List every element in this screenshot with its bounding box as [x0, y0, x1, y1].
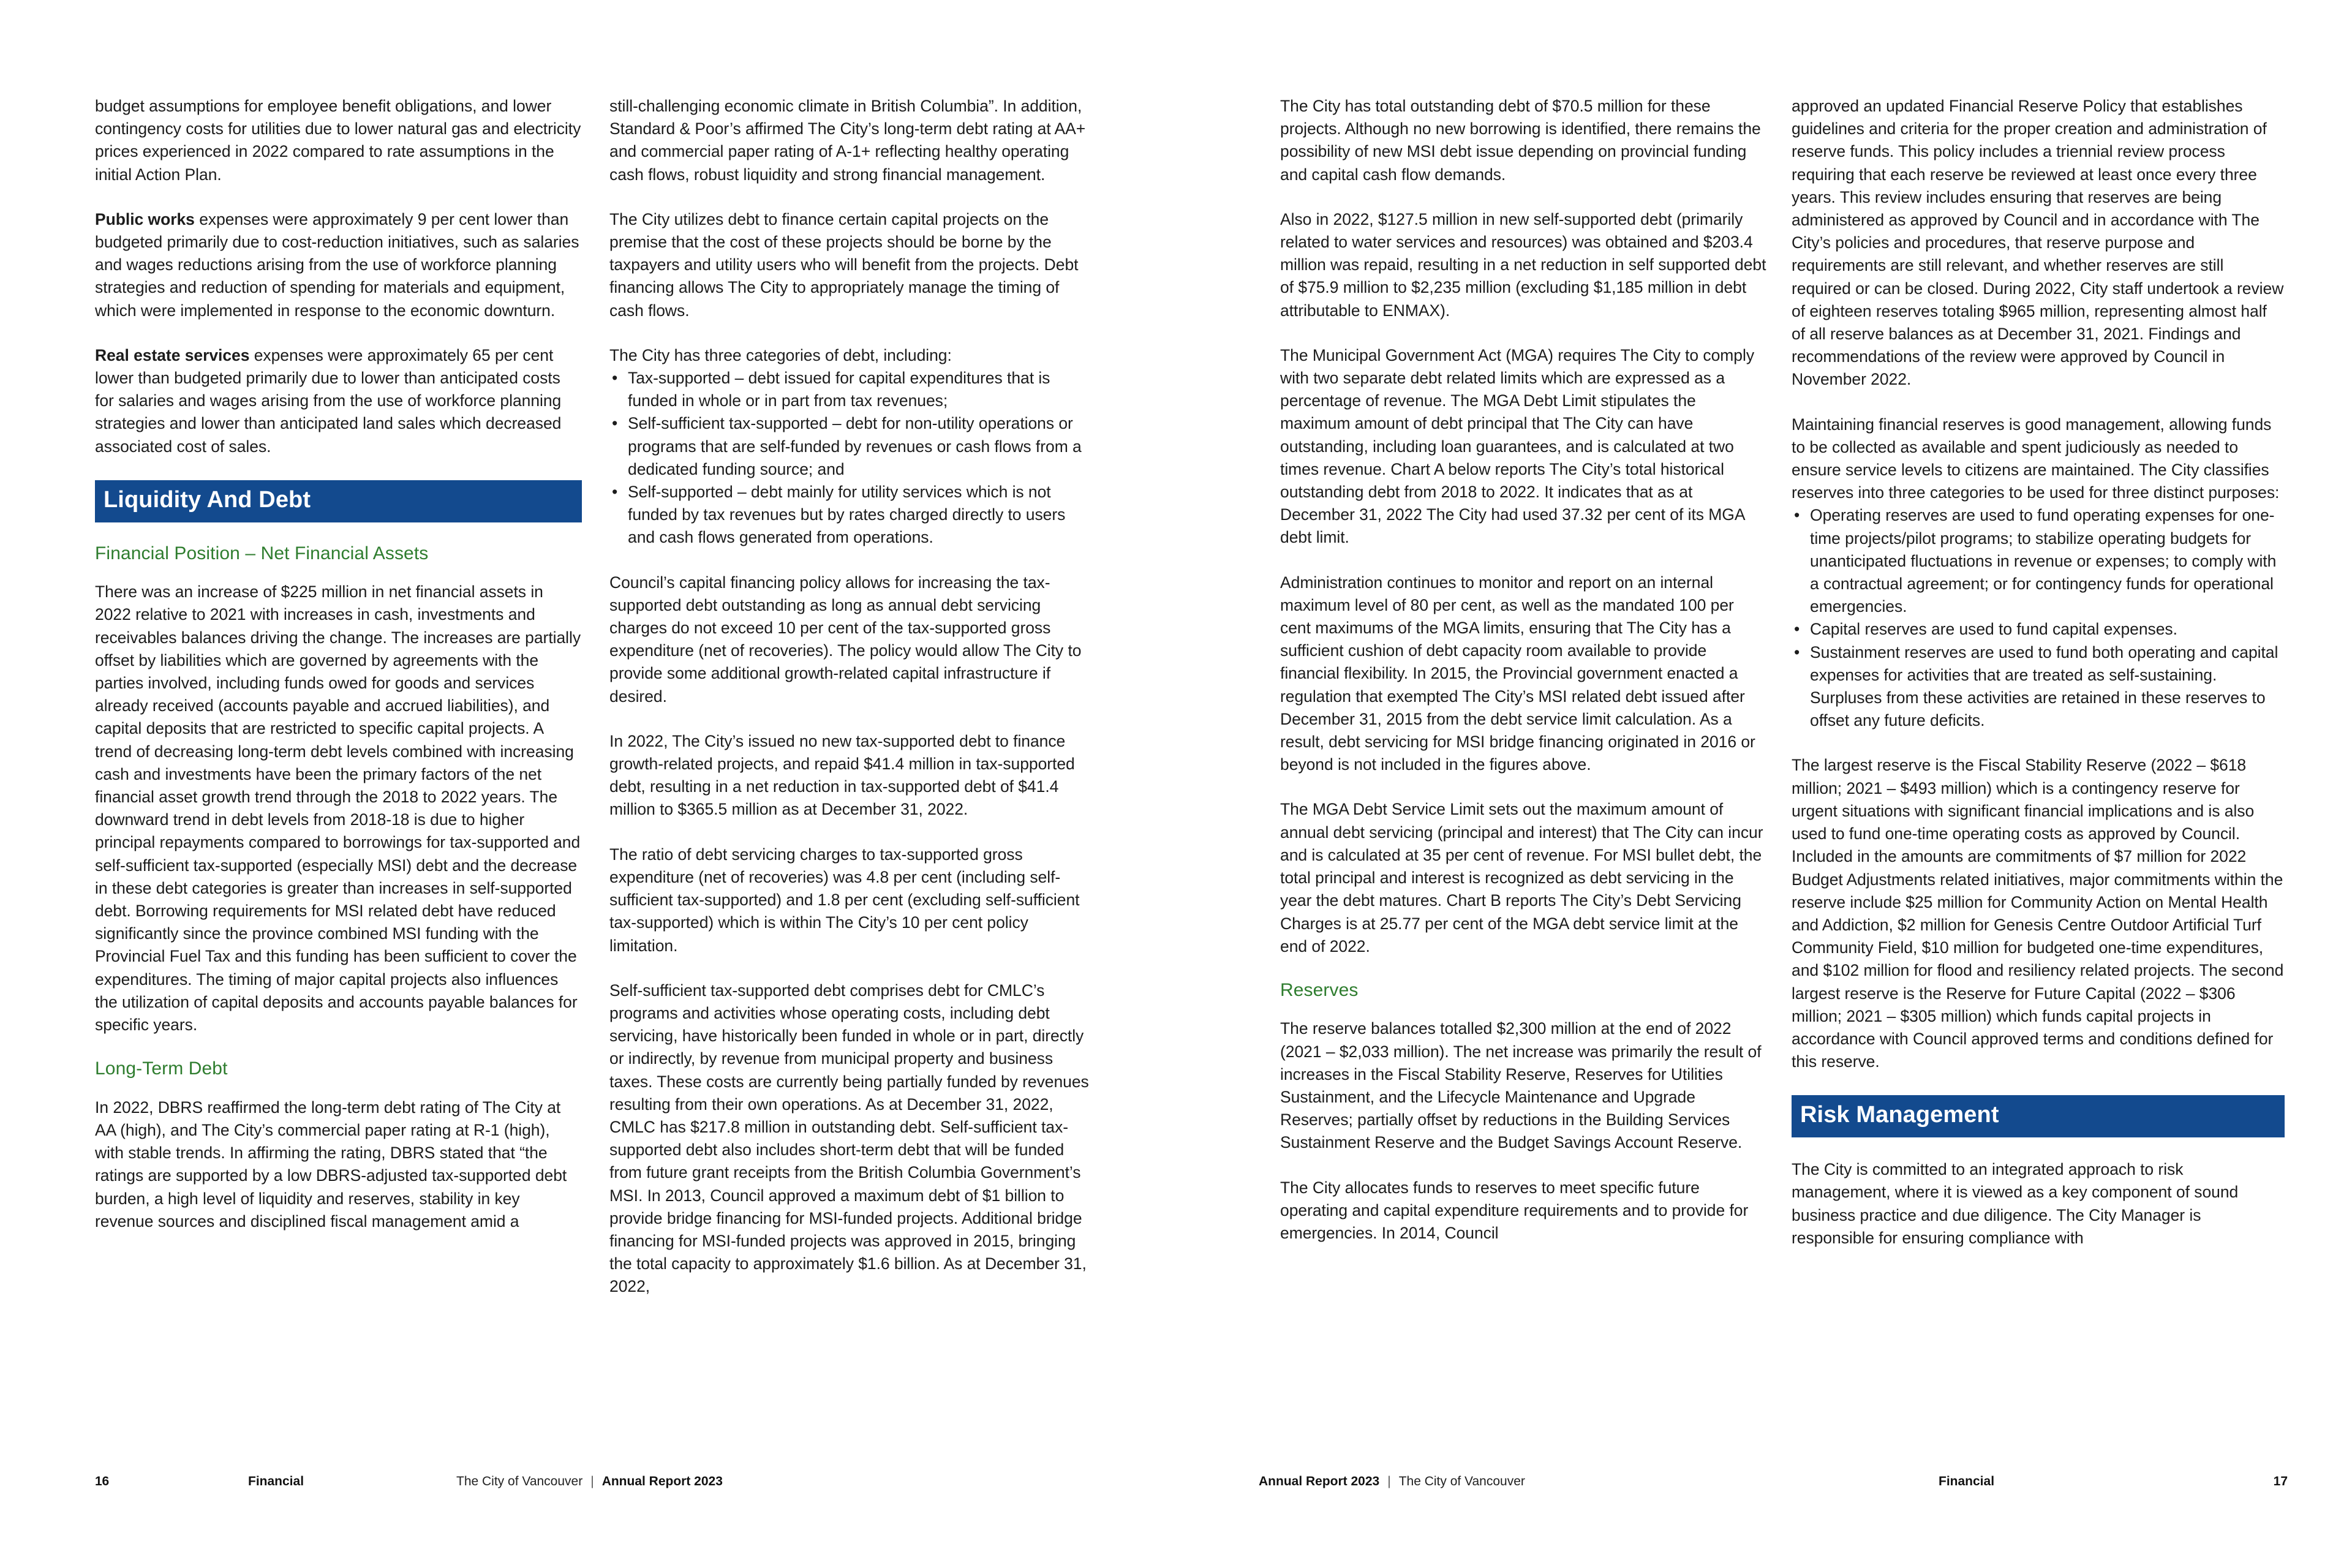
list-item: • Sustainment reserves are used to fund both operating and capital expenses for activities that are treated as self-sustaining. Surpluses from these activities are retained in these reserves to offset any future deficits. — [1792, 641, 2285, 733]
footer-publisher-left: The City of Vancouver — [456, 1474, 583, 1488]
text-column-3 — [1280, 95, 1767, 1245]
paragraph: There was an increase of $225 million in net financial assets in 2022 relative to 2021 with increases in cash, investments and receivables balances driving the change. The increases are partially offset by liabilities which are governed by agreements with the parties involved, including funds owed for goods and services already received (accounts payable and accrued liabilities), and capital deposits that are restricted to specific capital projects. A trend of decreasing long-term debt levels combined with increasing cash and investments have been the primary factors of the net financial asset growth trend through the 2018 to 2022 years. The downward trend in debt levels from 2018-18 is due to higher principal repayments compared to borrowings for tax-supported and self-sufficient tax-supported (especially MSI) debt and the decrease in these debt categories is greater than increases in self-supported debt. Borrowing requirements for MSI related debt have reduced significantly since the province combined MSI funding with the Provincial Fuel Tax and this funding has been sufficient to cover the expenditures. The timing of major capital projects also influences the utilization of capital deposits and accounts payable balances for specific years. — [95, 582, 581, 1035]
text-column-2 — [609, 95, 1096, 1298]
footer-publisher-right: The City of Vancouver — [1398, 1474, 1525, 1488]
paragraph: The City utilizes debt to finance certain capital projects on the premise that the cost of these projects should be borne by the taxpayers and utility users who will benefit from the projects. Debt financing allows The City to appropriately manage the timing of cash flows. — [609, 209, 1079, 320]
subheading-long-term-debt: Long-Term Debt — [95, 1058, 228, 1079]
paragraph: The City has total outstanding debt of $70.5 million for these projects. Although no new borrowing is identified, there remains the possibility of new MSI debt issue depending on provincial funding and capital cash flow demands. — [1280, 97, 1761, 184]
paragraph: The Municipal Government Act (MGA) requires The City to comply with two separate debt related limits which are expressed as a percentage of revenue. The MGA Debt Limit stipulates the maximum amount of debt principal that The City can have outstanding, including loan guarantees, and is calculated at two times revenue. Chart A below reports The City’s total historical outstanding debt from 2018 to 2022. It indicates that as at December 31, 2022 The City had used 37.32 per cent of its MGA debt limit. — [1280, 345, 1755, 547]
paragraph: In 2022, DBRS reaffirmed the long-term debt rating of The City at AA (high), and The City’s commercial paper rating at R-1 (high), with stable trends. In affirming the rating, DBRS stated that “the ratings are supported by a low DBRS-adjusted tax-supported debt burden, a high level of liquidity and reserves, stability in key revenue sources and disciplined fiscal management amid a — [95, 1098, 567, 1231]
footer-publisher-group-right — [1259, 1472, 1939, 1491]
paragraph: Administration continues to monitor and report on an internal maximum level of 80 per cent, as well as the mandated 100 per cent maximums of the MGA limits, ensuring that The City has a sufficient cushion of debt capacity room available to provide financial flexibility. In 2015, the Provincial government enacted a regulation that exempted The City’s MSI related debt issued after December 31, 2015 from the debt service limit calculation. As a result, debt servicing for MSI bridge financing originated in 2016 or beyond is not included in the figures above. — [1280, 573, 1755, 774]
paragraph: Council’s capital financing policy allows for increasing the tax-supported debt outstanding as long as annual debt servicing charges do not exceed 10 per cent of the tax-supported gross expenditure (net of recoveries). The policy would allow The City to provide some additional growth-related capital infrastructure if desired. — [609, 573, 1082, 706]
list-item: • Self-sufficient tax-supported – debt for non-utility operations or programs that are self-funded by revenues or cash flows from a dedicated funding source; and — [609, 412, 1096, 481]
paragraph: The MGA Debt Service Limit sets out the maximum amount of annual debt servicing (principal and interest) that The City can incur and is calculated at 35 per cent of revenue. For MSI bullet debt, the total principal and interest is recognized as debt servicing in the year the debt matures. Chart B reports The City’s Debt Servicing Charges is at 25.77 per cent of the MGA debt service limit at the end of 2022. — [1280, 800, 1763, 956]
subheading-reserves: Reserves — [1280, 979, 1359, 1000]
list-item: • Operating reserves are used to fund operating expenses for one-time projects/pilot programs; to stabilize operating budgets for unanticipated fluctuations in revenue or expenses; to comply with a contractual agreement; or for contingency funds for operational emergencies. — [1792, 504, 2285, 618]
paragraph: approved an updated Financial Reserve Policy that establishes guidelines and criteria for the proper creation and administration of reserve funds. This policy includes a triennial review process requiring that each reserve be reviewed at least once every three years. This review includes ensuring that reserves are being administered as approved by Council and in accordance with The City’s policies and procedures, that reserve purpose and requirements are still relevant, and whether reserves are still required or can be closed. During 2022, City staff undertook a review of eighteen reserves totaling $965 million, representing almost half of all reserve balances as at December 31, 2021. Findings and recommendations of the review were approved by Council in November 2022. — [1792, 97, 2284, 389]
section-banner-liquidity-and-debt: Liquidity And Debt — [95, 480, 582, 522]
footer-report-right: Annual Report 2023 — [1259, 1474, 1380, 1488]
reserve-categories-list — [1792, 504, 2285, 732]
text-column-4 — [1792, 95, 2285, 1250]
footer-section-right: Financial — [1939, 1474, 1995, 1488]
paragraph-body: expenses were approximately 9 per cent lower than budgeted primarily due to cost-reduction initiatives, such as salaries and wages reductions arising from the use of workforce planning strategies and reduction of spending for materials and equipment, which were implemented in response to the economic downturn. — [95, 209, 579, 320]
footer-separator-left: | — [590, 1474, 594, 1488]
paragraph: The largest reserve is the Fiscal Stability Reserve (2022 – $618 million; 2021 – $493 million) which is a contingency reserve for urgent situations with significant financial implications and is also used to fund one-time operating costs as approved by Council. Included in the amounts are commitments of $7 million for 2022 Budget Adjustments related initiatives, major commitments within the reserve include $25 million for Community Action on Mental Health and Addiction, $2 million for Genesis Centre Outdoor Artificial Turf Community Field, $10 million for budgeted one-time expenditures, and $102 million for flood and resiliency related projects. The second largest reserve is the Reserve for Future Capital (2022 – $306 million; 2021 – $305 million) which funds capital projects in accordance with Council approved terms and conditions defined for this reserve. — [1792, 756, 2284, 1071]
paragraph: Also in 2022, $127.5 million in new self-supported debt (primarily related to water services and resources) was obtained and $203.4 million was repaid, resulting in a net reduction in self supported debt of $75.9 million to $2,235 million (excluding $1,185 million in debt attributable to ENMAX). — [1280, 209, 1766, 320]
paragraph: still-challenging economic climate in British Columbia”. In addition, Standard & Poor’s affirmed The City’s long-term debt rating at AA+ and commercial paper rating of A-1+ reflecting healthy operating cash flows, robust liquidity and strong financial management. — [609, 97, 1086, 184]
footer-publisher-group-left — [456, 1472, 1136, 1491]
list-item: • Self-supported – debt mainly for utility services which is not funded by tax revenues but by rates charged directly to users and cash flows generated from operations. — [609, 481, 1096, 549]
paragraph: The ratio of debt servicing charges to tax-supported gross expenditure (net of recoveries) was 4.8 per cent (including self-sufficient tax-supported) and 1.8 per cent (excluding self-sufficient tax-supported) which is within The City’s 10 per cent policy limitation. — [609, 845, 1080, 955]
paragraph: budget assumptions for employee benefit obligations, and lower contingency costs for utilities due to lower natural gas and electricity prices experienced in 2022 compared to rate assumptions in the initial Action Plan. — [95, 97, 581, 184]
list-item: • Tax-supported – debt issued for capital expenditures that is funded in whole or in part from tax revenues; — [609, 367, 1096, 412]
footer-separator-right: | — [1387, 1474, 1391, 1488]
footer-section-left: Financial — [248, 1474, 304, 1488]
subheading-financial-position: Financial Position – Net Financial Assets — [95, 543, 429, 564]
footer-left-page — [95, 1472, 1136, 1491]
text-column-1 — [95, 95, 582, 1233]
footer-report-left: Annual Report 2023 — [601, 1474, 723, 1488]
page-number-right: 17 — [2273, 1474, 2288, 1488]
paragraph: Maintaining financial reserves is good management, allowing funds to be collected as available and spent judiciously as needed to ensure service levels to citizens are maintained. The City classifies reserves into three categories to be used for three distinct purposes: — [1792, 415, 2280, 502]
paragraph: The City allocates funds to reserves to meet specific future operating and capital expenditure requirements and to provide for emergencies. In 2014, Council — [1280, 1178, 1749, 1243]
paragraph: The reserve balances totalled $2,300 million at the end of 2022 (2021 – $2,033 million). The net increase was primarily the result of increases in the Fiscal Stability Reserve, Reserves for Utilities Sustainment, and the Lifecycle Maintenance and Upgrade Reserves; partially offset by reductions in the Building Services Sustainment Reserve and the Budget Savings Account Reserve. — [1280, 1019, 1762, 1152]
paragraph: The City is committed to an integrated approach to risk management, where it is viewed as a key component of sound business practice and due diligence. The City Manager is responsible for ensuring compliance with — [1792, 1160, 2239, 1247]
debt-categories-list — [609, 367, 1096, 549]
paragraph: Self-sufficient tax-supported debt comprises debt for CMLC’s programs and activities whose operating costs, including debt servicing, have historically been funded in whole or in part, directly or indirectly, by revenue from municipal property and business taxes. These costs are currently being partially funded by revenues resulting from their own operations. As at December 31, 2022, CMLC has $217.8 million in outstanding debt. Self-sufficient tax-supported debt also includes short-term debt that will be funded from future grant receipts from the British Columbia Government’s MSI. In 2013, Council approved a maximum debt of $1 billion to provide bridge financing for MSI-funded projects. Additional bridge financing for MSI-funded projects was approved in 2015, bringing the total capacity to approximately $1.6 billion. As at December 31, 2022, — [609, 981, 1089, 1296]
section-banner-risk-management: Risk Management — [1792, 1095, 2285, 1137]
list-item: • Capital reserves are used to fund capital expenses. — [1792, 618, 2285, 641]
paragraph — [95, 208, 582, 322]
paragraph: The City has three categories of debt, including: — [609, 345, 952, 364]
page-number-left: 16 — [95, 1474, 109, 1488]
paragraph-body: expenses were approximately 65 per cent lower than budgeted primarily due to lower than anticipated costs for salaries and wages arising from the use of workforce planning strategies and lower than anticipated land sales which decreased associated cost of sales. — [95, 345, 562, 456]
paragraph-lead-in: Public works — [95, 209, 195, 228]
paragraph-lead-in: Real estate services — [95, 345, 250, 364]
paragraph: In 2022, The City’s issued no new tax-supported debt to finance growth-related projects, and repaid $41.4 million in tax-supported debt, resulting in a net reduction in tax-supported debt of $41.4 million to $365.5 million as at December 31, 2022. — [609, 731, 1075, 819]
paragraph — [95, 344, 582, 458]
footer-right-page — [1259, 1472, 2288, 1491]
